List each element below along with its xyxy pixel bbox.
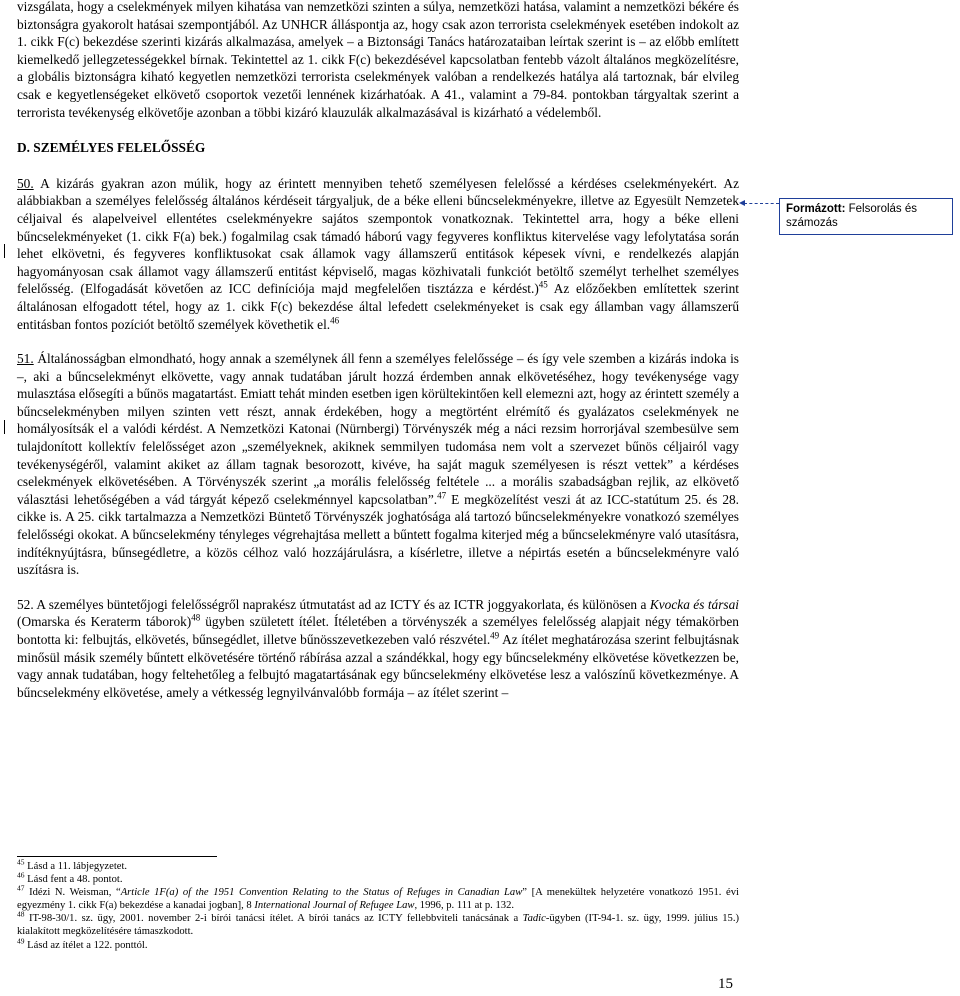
footnote-49-text: Lásd az ítélet a 122. ponttól. — [24, 939, 148, 951]
paragraph-52 — [17, 596, 739, 702]
footnote-47-text-a: Idézi N. Weisman, “ — [24, 887, 121, 899]
case-name: Kvocka és társai — [649, 596, 739, 612]
footnote-47-title-a: Article 1F(a) of the 1951 Convention Relating to the Status of Refuges in Canadian Law — [120, 887, 523, 899]
paragraph-52-text-b: (Omarska és Keraterm táborok) — [17, 614, 192, 630]
paragraph-50-number: 50. — [17, 175, 34, 191]
footnote-45 — [17, 857, 739, 873]
footnote-49-number: 49 — [17, 936, 25, 946]
footnote-47-text-c: , 1996, p. 111 at p. 132. — [414, 900, 515, 912]
body-text-column — [17, 0, 739, 701]
revision-bar-51 — [4, 420, 5, 434]
paragraph-50-text-b: Az előzőekben említettek szerint általánosan elfogadott tétel, hogy az 1. cikk F(c) bekezdése által lefedett cselekményeket is csak egy államban vagy államszerű entitásban fontos pozíciót betöltő személyek követhetik el. — [17, 281, 739, 332]
paragraph-51-text-b: E megközelítést veszi át az ICC-statútum 25. és 28. cikke is. A 25. cikk tartalmazza a Nemzetközi Büntető Törvényszék joghatósága alá tartozó bűncselekményekre vonatkozó személyes felelősségi okokat. A bűncselekmény tényleges végrehajtása mellett a bűntett fogalma kiterjed még a bűncselekményre való utasításra, indítéknyújtásra, bűnsegédletre, a közös célhoz való hozzájárulásra, a kísérletre, illetve a népirtás esetén a bűncselekményre való uszításra is. — [17, 491, 739, 578]
footnote-ref-45[interactable]: 45 — [538, 279, 548, 290]
paragraph-51-number: 51. — [17, 351, 34, 367]
footnote-separator — [17, 856, 217, 857]
footnote-46-number: 46 — [17, 870, 25, 880]
footnote-ref-46[interactable]: 46 — [330, 315, 340, 326]
footnote-49 — [17, 936, 739, 952]
formatting-comment-balloon[interactable] — [779, 198, 953, 235]
footnotes — [17, 857, 739, 952]
balloon-label: Formázott: — [786, 203, 846, 215]
footnote-47-title-b: International Journal of Refugee Law — [254, 900, 415, 912]
paragraph-intro: vizsgálata, hogy a cselekmények milyen kihatása van nemzetközi szinten a súlya, nemzetközi hatása, valamint a nemzetközi békére és biztonságra gyakorolt hatásai szempontjából. Az UNHCR álláspontja az, hogy csak azon terrorista cselekmények esetében indokolt az 1. cikk F(c) bekezdése szerinti kizárás alkalmazása, amelyek – a Biztonsági Tanács határozataiban leírtak szerint is – az előbb említett kiemelkedő jellegzetességekkel bírnak. Tekintettel az 1. cikk F(c) bekezdésével kapcsolatban fentebb vázolt általános megközelítésre, a globális biztonságra kiható kegyetlen nemzetközi terrorista cselekmények valóban a rendelkezés hatálya alá tartoznak, bár elvileg csak e kegyetlenségeket elkövető csoportok vezetői lennének kizárhatóak. A 41., valamint a 79-84. pontokban tárgyaltak szerint a terrorista tevékenység elkövetője azonban a többi kizáró klauzulák alkalmazásával is kizárható a védelemből. — [17, 0, 739, 120]
paragraph-51 — [17, 350, 739, 579]
footnote-48-case: Tadic — [522, 913, 546, 925]
footnote-45-number: 45 — [17, 857, 25, 867]
balloon-text: Felsorolás és számozás — [786, 203, 918, 229]
footnote-47-number: 47 — [17, 883, 25, 893]
revision-bar-50 — [4, 244, 5, 258]
footnote-48-text-a: IT-98-30/1. sz. ügy, 2001. november 2-i bírói tanácsi ítélet. A bírói tanács az ICTY fellebbviteli tanácsának a — [24, 913, 523, 925]
footnote-ref-49[interactable]: 49 — [490, 630, 500, 641]
footnote-46-text: Lásd fent a 48. pontot. — [24, 874, 123, 886]
paragraph-50 — [17, 175, 739, 333]
footnote-48-text-b: -ügyben (IT-94-1. sz. ügy, 1999. július 15.) kialakított megközelítésére támaszkodott. — [17, 913, 739, 938]
paragraph-52-text-a: 52. A személyes büntetőjogi felelősségről naprakész útmutatást ad az ICTY és az ICTR joggyakorlata, és különösen a — [17, 596, 650, 612]
footnote-45-text: Lásd a 11. lábjegyzetet. — [24, 861, 128, 872]
footnote-47 — [17, 883, 739, 912]
page-number: 15 — [718, 976, 733, 992]
paragraph-52-text-c: ügyben született ítélet. Ítéletében a törvényszék a személyes felelősség alapjait négy témakörben bontotta ki: felbujtás, elkövetés, bűnsegédlet, illetve bűnösszevetkezeben való részvétel. — [17, 614, 739, 647]
paragraph-51-text-a: Általánosságban elmondható, hogy annak a személynek áll fenn a személyes felelőssége – és így vele szemben a kizárás indoka is –, aki a bűncselekményt elkövette, vagy annak tudatában járult hozzá érdemben annak elkövetéséhez, hogy tevékenysége vagy mulasztása elősegíti a bűnös magatartást. Emiatt tehát minden esetben igen körültekintően kell elemezni azt, hogy az érintett személy a bűncselekményben milyen szinten vett részt, annak érdekében, hogy a megtörtént elrémítő és gyalázatos cselekmények ne homályosítsák el a valódi kérdést. A Nemzetközi Katonai (Nürnbergi) Törvényszék még a náci rezsim horrorjával szembesülve sem tulajdonított kollektív felelősséget azon „személyeknek, akiknek semmilyen tudomása nem volt a szervezet bűnös céljairól vagy tevékenységéről, valamint akiket az állam tagnak besorozott, kivéve, ha saját maguk személyesen is részt vettek” a kérdéses cselekmények elkövetésében. A Törvényszék szerint „a morális felelősség feltétele ... a morális szabadságban rejlik, az elkövető választási lehetőségében a vád tárgyát képező cselekménnyel kapcsolatban”. — [17, 351, 739, 507]
footnote-47-text-b: ” [A menekültek helyzetére vonatkozó 1951. évi egyezmény 1. cikk F(a) bekezdése a kanadai jogban], 8 — [17, 887, 739, 912]
footnote-ref-48[interactable]: 48 — [191, 612, 201, 623]
section-heading: D. SZEMÉLYES FELELŐSSÉG — [17, 140, 206, 156]
footnote-46 — [17, 870, 739, 886]
footnote-48 — [17, 909, 739, 938]
paragraph-50-text-a: A kizárás gyakran azon múlik, hogy az érintett mennyiben tehető személyesen felelőssé a kérdéses cselekményekért. Az alábbiakban a személyes felelősség általános kérdéseit tárgyaljuk, de a béke elleni bűncselekményekre, illetve az Egyesült Nemzetek céljaival és alapelveivel ellentétes cselekményekre sajátos szempontok vonatkoznak. Tekintettel arra, hogy a béke elleni bűncselekményeket (1. cikk F(a) bek.) fogalmilag csak támadó háború vagy fegyveres konfliktus kitervelése vagy lefolytatása során lehet elkövetni, és fegyveres konfliktusokat csak államok vagy államszerű entitások képesek vívni, e rendelkezés alapján hagyományosan csak államot vagy államszerű entitást képviselő, magas közhivatali funkciót betöltő személyt terhelhet személyes felelősség. (Elfogadását követően az ICC definíciója majd megfelelően tisztázza e kérdést.) — [17, 175, 739, 297]
footnote-ref-47[interactable]: 47 — [437, 490, 447, 501]
comment-connector-line — [744, 203, 779, 204]
paragraph-52-text-d: Az ítélet meghatározása szerint felbujtásnak minősül másik személy bűntett elkövetésére történő rábírása azzal a szándékkal, hogy egy bűncselekmény elkövetése következzen be, vagy annak tudatában, hogy feltehetőleg a felbujtó magatartásának egy bűncselekmény elkövetése lesz a valószínű következménye. A bűncselekmény elkövetése, amely a vétkesség legnyilvánvalóbb formája – az ítélet szerint – — [17, 632, 739, 700]
footnote-48-number: 48 — [17, 909, 25, 919]
